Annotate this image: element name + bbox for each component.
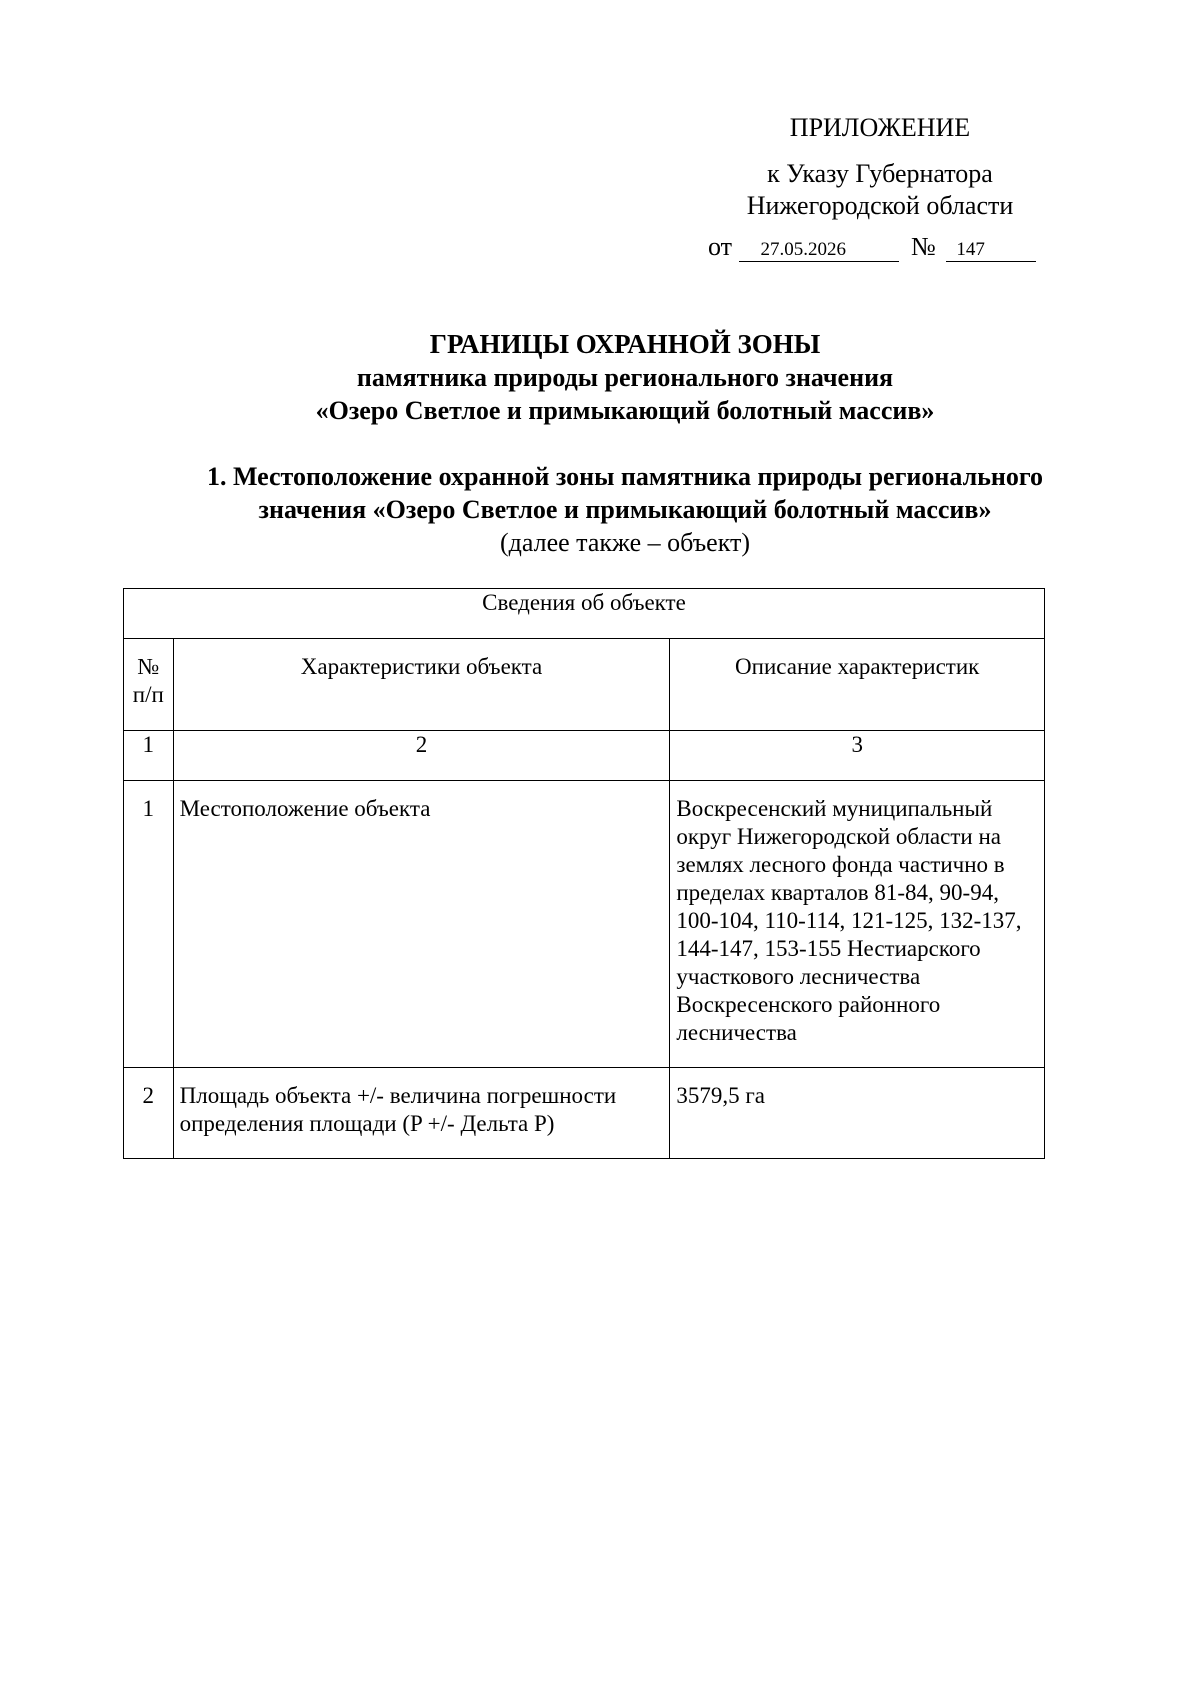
table-caption: Сведения об объекте (124, 589, 1045, 639)
table-header-row (124, 639, 1045, 731)
decree-number: 147 (946, 239, 1036, 262)
heading-object-name: «Озеро Светлое и примыкающий болотный массив» (315, 396, 935, 425)
section-title (150, 460, 1100, 559)
header-characteristic: Характеристики объекта (173, 639, 670, 731)
section-title-line1: 1. Местоположение охранной зоны памятника природы регионального (206, 462, 1044, 491)
table-row (124, 1068, 1045, 1159)
table-row (124, 781, 1045, 1068)
row-characteristic: Местоположение объекта (173, 781, 670, 1068)
appendix-line-decree: к Указу Губернатора (767, 159, 993, 188)
number-sign: № (911, 232, 936, 261)
table-caption-row (124, 589, 1045, 639)
appendix-title: ПРИЛОЖЕНИЕ (789, 113, 971, 142)
header-num-pp: п/п (132, 682, 164, 707)
header-num-sign: № (137, 654, 160, 679)
document-heading (0, 328, 1200, 427)
from-label: от (708, 232, 733, 261)
decree-date-line (708, 232, 1036, 262)
column-number-3: 3 (670, 731, 1045, 781)
section-title-line2: значения «Озеро Светлое и примыкающий болотный массив» (258, 495, 992, 524)
table-column-numbers-row (124, 731, 1045, 781)
object-info-table (123, 588, 1045, 1159)
row-number: 1 (124, 781, 174, 1068)
row-description: Воскресенский муниципальный округ Нижегородской области на землях лесного фонда частично в пределах кварталов 81-84, 90-94, 100-104, 110-114, 121-125, 132-137, 144-147, 153-155 Нестиарского участкового лесничества Воскресенского районного лесничества (670, 781, 1045, 1068)
row-description: 3579,5 га (670, 1068, 1045, 1159)
column-number-2: 2 (173, 731, 670, 781)
section-title-note: (далее также – объект) (499, 528, 751, 557)
appendix-line-region: Нижегородской области (746, 191, 1014, 220)
column-number-1: 1 (124, 731, 174, 781)
heading-subtitle: памятника природы регионального значения (356, 363, 894, 392)
decree-date: 27.05.2026 (739, 239, 899, 262)
appendix-block (700, 112, 1060, 222)
row-characteristic: Площадь объекта +/- величина погрешности определения площади (P +/- Дельта P) (173, 1068, 670, 1159)
header-description: Описание характеристик (670, 639, 1045, 731)
row-number: 2 (124, 1068, 174, 1159)
heading-title: ГРАНИЦЫ ОХРАННОЙ ЗОНЫ (429, 329, 821, 359)
header-num (124, 639, 174, 731)
